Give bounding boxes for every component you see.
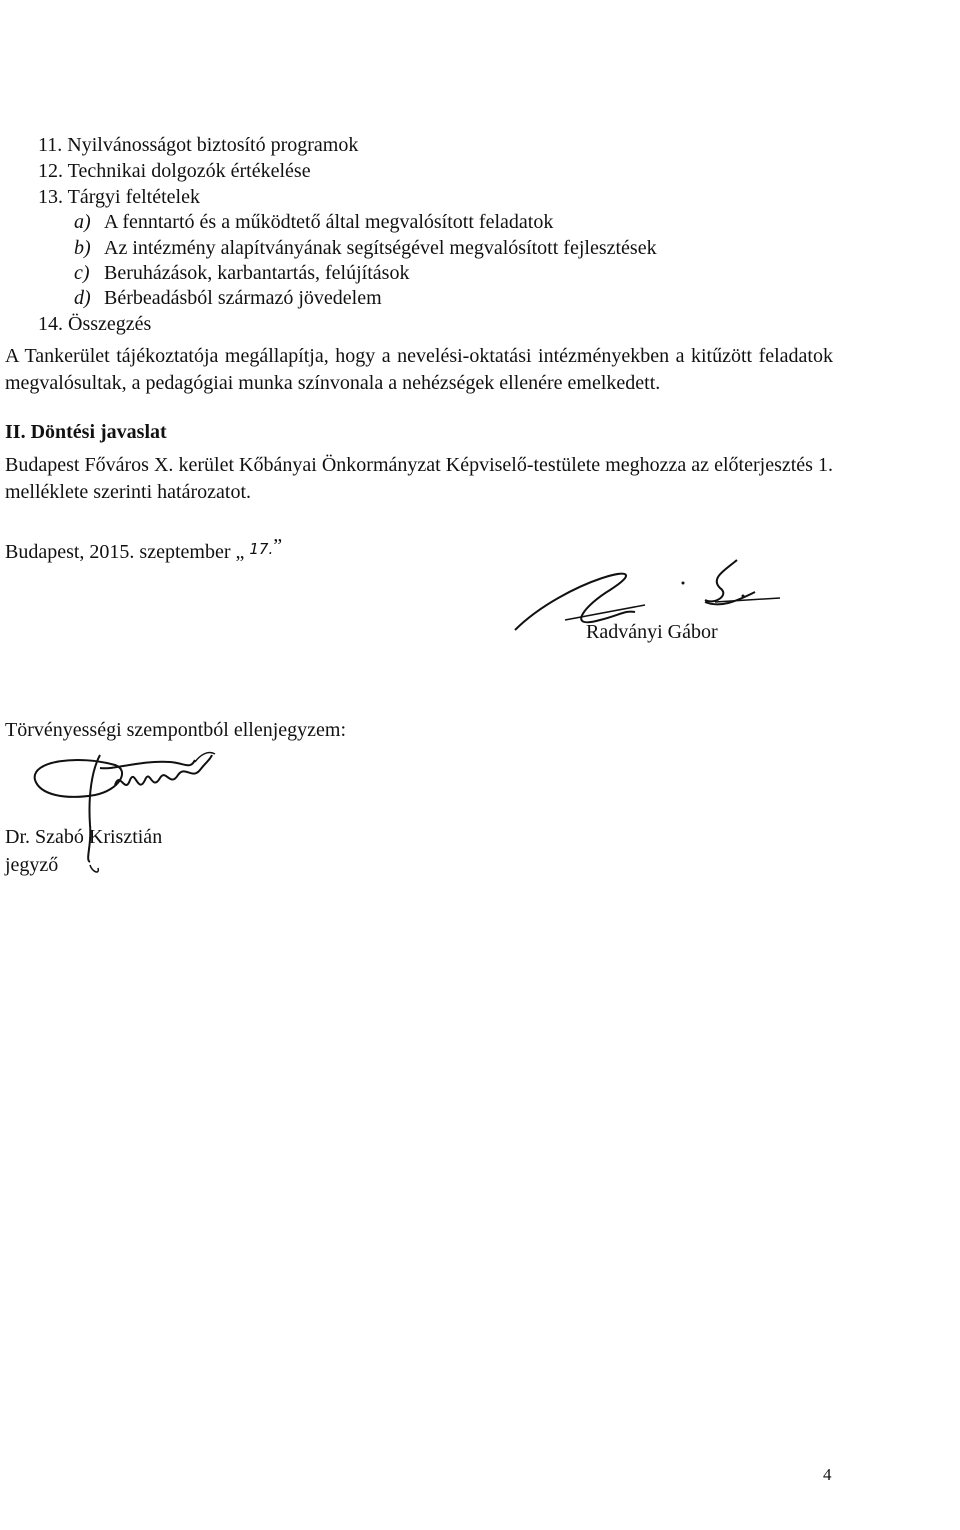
list-item-11: 11. Nyilvánosságot biztosító programok — [38, 134, 359, 156]
signatory1-name: Radványi Gábor — [586, 621, 718, 643]
sub-item-b: b) Az intézmény alapítványának segítségével megvalósított fejlesztések — [74, 237, 657, 259]
page-number: 4 — [823, 1465, 832, 1484]
sub-item-c: c) Beruházások, karbantartás, felújítások — [74, 262, 410, 284]
signatory2-title: jegyző — [5, 854, 59, 876]
list-item-12: 12. Technikai dolgozók értékelése — [38, 160, 311, 182]
countersign-label: Törvényességi szempontból ellenjegyzem: — [5, 719, 347, 741]
date-line: Budapest, 2015. szeptember „ $^{17.}$” — [5, 535, 283, 563]
handwritten-day: 17. — [249, 540, 274, 558]
list-item-13: 13. Tárgyi feltételek — [38, 186, 200, 208]
sub-item-d: d) Bérbeadásból származó jövedelem — [74, 287, 382, 309]
section-heading: II. Döntési javaslat — [5, 421, 167, 443]
decision-paragraph: Budapest Főváros X. kerület Kőbányai Önkormányzat Képviselő-testülete meghozza az előterjesztés 1. melléklete szerinti határozatot. — [5, 454, 833, 503]
signatory2-name: Dr. Szabó Krisztián — [5, 826, 163, 848]
list-item-14: 14. Összegzés — [38, 313, 152, 335]
summary-paragraph: A Tankerület tájékoztatója megállapítja, hogy a nevelési-oktatási intézményekben a kitűzött feladatok megvalósultak, a pedagógiai munka színvonala a nehézségek ellenére emelkedett. — [5, 345, 833, 394]
sub-item-a: a) A fenntartó és a működtető által megvalósított feladatok — [74, 211, 554, 233]
